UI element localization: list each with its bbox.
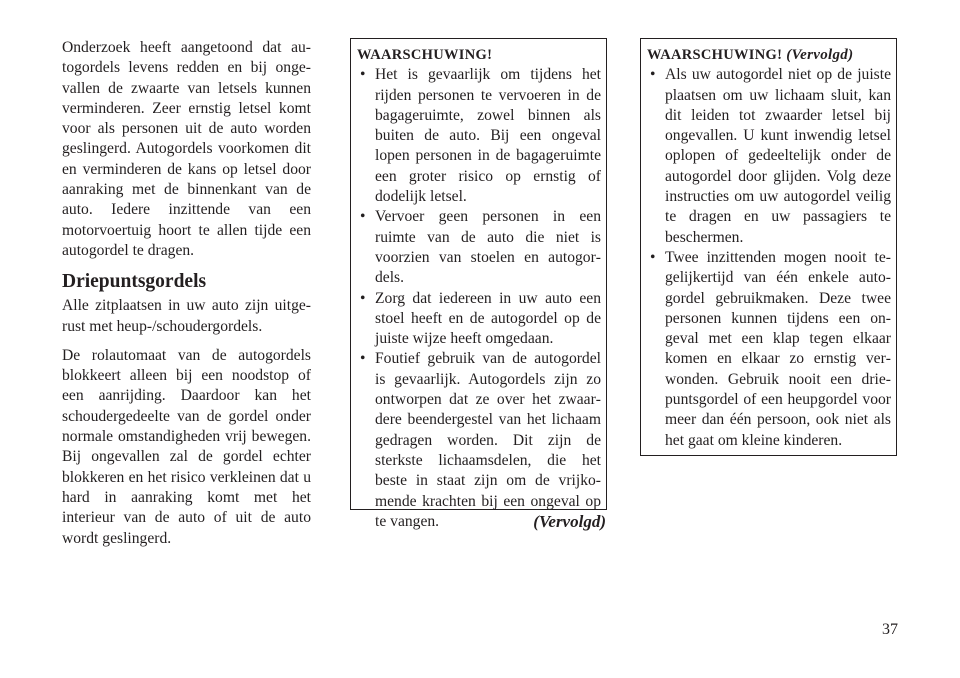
warning-title: WAARSCHUWING! [357, 47, 493, 63]
intro-paragraph: Onderzoek heeft aangetoond dat autogordels levens redden en bij ongevallen de zwaarte van letsels kunnen verminderen. Zeer ernstig letsel komt voor als personen uit de auto worden geslingerd. Autogordels voorkomen dit en verminderen de kans op letsel door aanraking met de binnenkant van de auto. Iedere inzittende van een motorvoertuig hoort te allen tijde een autogordel te dragen. [62, 39, 311, 259]
warning-item: • Twee inzittenden mogen nooit tegelijkertijd van één enkele autogordel gebruikmaken. Deze twee personen kunnen tijdens een ongeval met een klap tegen elkaar komen en elkaar zo ernstig verwonden. Gebruik nooit een driepuntsgordel of een heupgordel voor meer dan één persoon, ook niet als het gaat om kleine kinderen. [650, 248, 891, 449]
bullet-icon: • [360, 208, 366, 226]
seat-belts-paragraph: Alle zitplaatsen in uw auto zijn uitgerust met heup-/schoudergordels. [62, 297, 311, 335]
page-number: 37 [882, 621, 898, 638]
retractor-paragraph: De rolautomaat van de autogordels blokkeert alleen bij een noodstop of een aanrijding. Daardoor kan het schoudergedeelte van de gordel onder normale omstandigheden vrij bewegen. Bij ongevallen zal de gordel echter blokkeren en het risico verkleinen dat u hard in aanraking komt met het interieur van de auto of uit de auto wordt geslingerd. [62, 346, 311, 547]
bullet-icon: • [360, 350, 366, 368]
warning-continued-suffix: (Vervolgd) [786, 47, 854, 63]
continued-label: (Vervolgd) [533, 512, 606, 531]
bullet-icon: • [650, 248, 656, 266]
warning-list [357, 65, 601, 532]
warning-item: • Zorg dat iedereen in uw auto een stoel heeft en de autogordel op de juiste wijze heeft omgedaan. [360, 289, 601, 348]
bullet-icon: • [360, 289, 366, 307]
warning-item: • Foutief gebruik van de autogordel is gevaarlijk. Autogordels zijn zo ontworpen dat ze over het zwaardere beendergestel van het lichaam gedragen worden. Dit zijn de sterkste lichaamsdelen, die het beste in staat zijn om de vrijkomende krachten bij een ongeval op te vangen. [360, 350, 601, 530]
left-text-column [62, 38, 311, 558]
warning-item: • Vervoer geen personen in een ruimte van de auto die niet is voorzien van stoelen en autogordels. [360, 208, 601, 287]
warning-item: • Als uw autogordel niet op de juiste plaatsen om uw lichaam sluit, kan dit leiden tot zwaarder letsel bij ongevallen. U kunt inwendig letsel oplopen of gedeeltelijk onder de autogordel door glijden. Volg deze instructies om uw autogordel veilig te dragen en uw passagiers te beschermen. [650, 66, 891, 246]
warning-box-2 [640, 38, 897, 456]
section-heading: Driepuntsgordels [62, 271, 207, 293]
warning-item: • Het is gevaarlijk om tijdens het rijden personen te vervoeren in de bagageruimte, zowel binnen als buiten de auto. Bij een ongeval lopen personen in de bagageruimte een groter risico op ernstig of dodelijk letsel. [360, 66, 601, 206]
warning-title: WAARSCHUWING! (Vervolgd) [647, 47, 854, 63]
warning-list [647, 65, 891, 451]
bullet-icon: • [360, 66, 366, 84]
bullet-icon: • [650, 66, 656, 84]
